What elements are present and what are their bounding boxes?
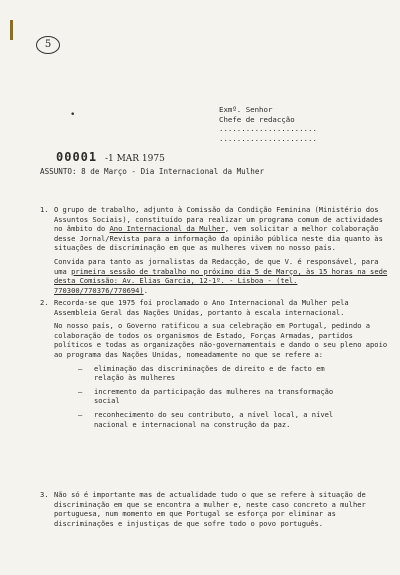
date-stamp: -1 MAR 1975 bbox=[104, 154, 165, 164]
bullet-dash: – bbox=[78, 386, 83, 396]
item-number: 1. bbox=[40, 205, 49, 214]
recipient-line-3: ...................... bbox=[219, 124, 317, 134]
subject-line: ASSUNTO: 8 de Março - Dia Internacional da Mulher bbox=[40, 167, 265, 176]
item-1-paragraph-2: Convida para tanto as jornalistas da Redacção, de que V. é responsável, para uma primeira sessão de trabalho no próximo dia 5 de Março, às 15 horas na sede desta Comissão: Av. Elias Garcia, 12-1º. - Lisboa - (tel. 770300/770376/770694). bbox=[54, 256, 388, 295]
item-3-paragraph-1: Não só é importante mas de actualidade tudo o que se refere à situação de discriminação em que se encontra a mulher e, neste caso concreto a mulher portuguesa, num momento em que Portugal se esforça por eliminar as discriminações e injustiças de que sofre todo o povo português. bbox=[54, 490, 366, 528]
reference-number: 00001 bbox=[56, 150, 98, 164]
recipient-block bbox=[219, 105, 317, 143]
bullet-item: – eliminação das discriminações de direito e de facto em relação às mulheres bbox=[78, 363, 325, 383]
recipient-line-1: Exmº. Senhor bbox=[219, 105, 273, 114]
bullet-item: – reconhecimento do seu contributo, a nível local, a nível nacional e internacional na construção da paz. bbox=[78, 409, 334, 429]
item-2-paragraph-1: Recorda-se que 1975 foi proclamado o Ano Internacional da Mulher pela Assembleia Geral das Nações Unidas, portanto à escala internacional. bbox=[54, 298, 349, 317]
item-number: 3. bbox=[40, 490, 49, 499]
ink-dot: • bbox=[70, 110, 76, 120]
item-number: 2. bbox=[40, 298, 49, 307]
item-2 bbox=[40, 298, 392, 429]
bullet-dash: – bbox=[78, 363, 83, 373]
item-1 bbox=[40, 205, 392, 299]
highlight-year: Ano Internacional da Mulher bbox=[109, 224, 225, 234]
recipient-line-2: Chefe de redacção bbox=[219, 114, 295, 124]
circled-page-number: 5 bbox=[36, 36, 60, 54]
bullet-dash: – bbox=[78, 409, 83, 419]
recipient-line-4: ...................... bbox=[219, 133, 317, 143]
reference-line bbox=[56, 150, 165, 164]
item-3 bbox=[40, 490, 392, 532]
item-1-paragraph-1: O grupo de trabalho, adjunto à Comissão da Condição Feminina (Ministério dos Assuntos Sociais), constituído para realizar um programa comum de actividades no âmbito do Ano Internacional da Mulher, vem solicitar a melhor colaboração desse Jornal/Revista para a informação da opinião pública neste dia quanto às situações de discriminação em que as mulheres vivem no nosso país. bbox=[54, 205, 383, 253]
item-2-paragraph-2: No nosso país, o Governo ratificou a sua celebração em Portugal, pedindo a colaboração de todos os organismos de Estado, Forças Armadas, partidos políticos e todas as organizações não-governamentais e dando o seu pleno apoio ao programa das Nações Unidas, nomeadamente no que se refere a: bbox=[54, 321, 388, 359]
bullet-item: – incremento da participação das mulheres na transformação social bbox=[78, 386, 334, 406]
meeting-details: primeira sessão de trabalho no próximo dia 5 de Março, às 15 horas na sede desta Comissão: Av. Elias Garcia, 12-1º. - Lisboa - (tel. 770300/770376/770694) bbox=[54, 266, 388, 295]
margin-mark bbox=[10, 20, 13, 40]
